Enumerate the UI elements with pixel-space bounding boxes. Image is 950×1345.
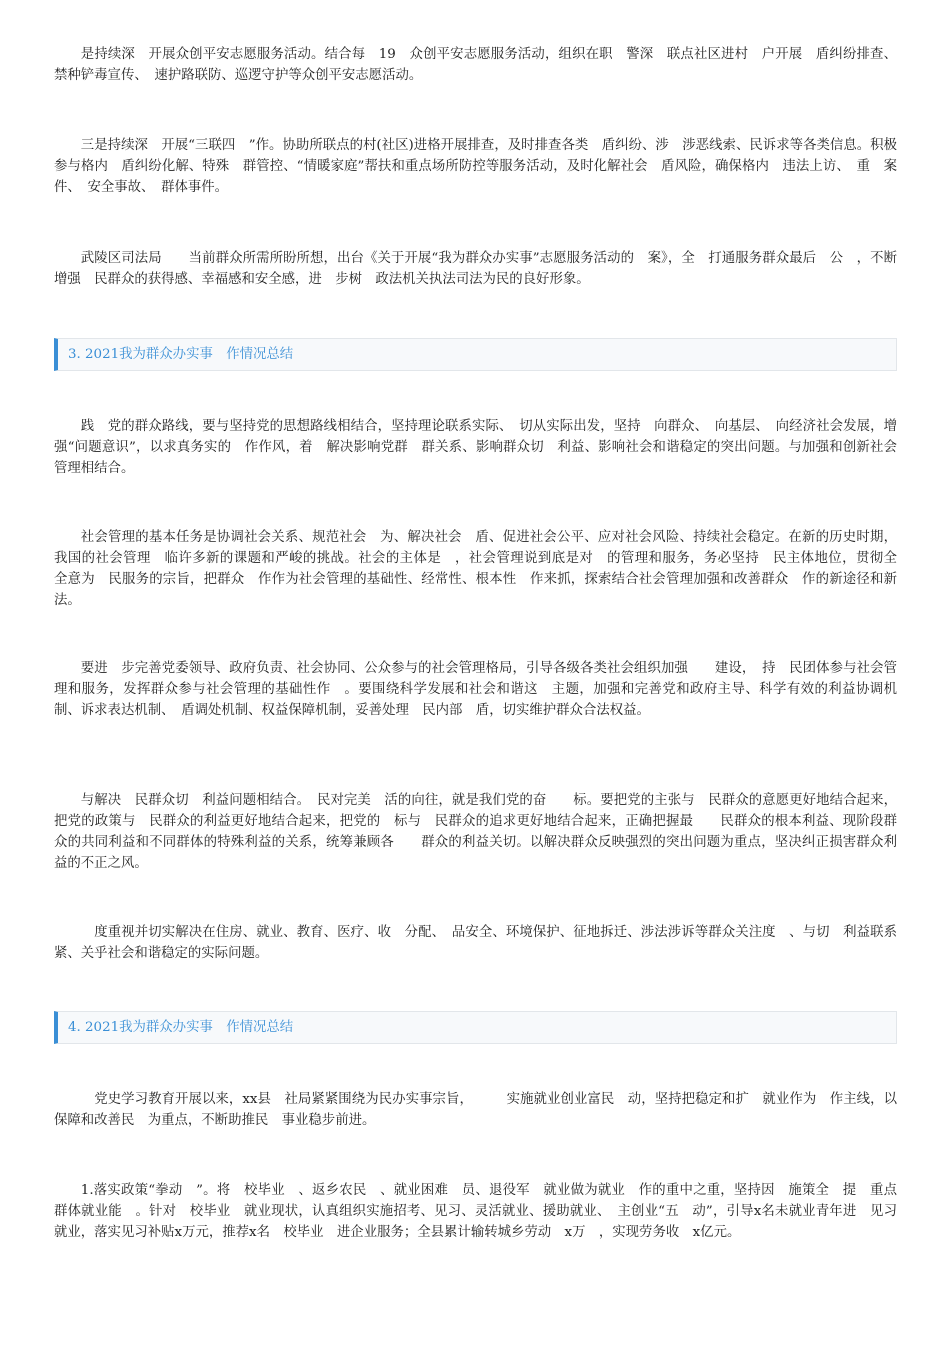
section-heading-4: 4. 2021我为群众办实事 作情况总结 — [54, 1011, 897, 1044]
paragraph-volunteer-activities: 是持续深 开展众创平安志愿服务活动。结合每 19 众创平安志愿服务活动，组织在职 警深 联点社区进村 户开展 盾纠纷排查、禁种铲毒宣传、 速护路联防、巡逻守护等众创平安志愿活动。 — [54, 47, 897, 83]
paragraph-history-learning: 党史学习教育开展以来，xx县 社局紧紧围绕为民办实事宗旨， 实施就业创业富民 动，坚持把稳定和扩 就业作为 作主线，以保障和改善民 为重点，不断助推民 事业稳步前进。 — [54, 1092, 897, 1128]
paragraph-governance-structure: 要进 步完善党委领导、政府负责、社会协同、公众参与的社会管理格局，引导各级各类社会组织加强 建设， 持 民团体参与社会管理和服务，发挥群众参与社会管理的基础性作 。要围绕科学发展和社会和谐这 主题，加强和完善党和政府主导、科学有效的利益协调机制、诉求表达机制、 盾调处机制、权益保障机制，妥善处理 民内部 盾，切实维护群众合法权益。 — [54, 661, 897, 718]
paragraph-mass-line: 践 党的群众路线，要与坚持党的思想路线相结合，坚持理论联系实际、 切从实际出发，坚持 向群众、 向基层、 向经济社会发展，增强“问题意识”，以求真务实的 作作风，着 解决影响党群 群关系、影响群众切 利益、影响社会和谐稳定的突出问题。与加强和创新社会管理相结合。 — [54, 419, 897, 476]
paragraph-three-links: 三是持续深 开展“三联四 ”作。协助所联点的村(社区)进格开展排查，及时排查各类 盾纠纷、涉 涉恶线索、民诉求等各类信息。积极参与格内 盾纠纷化解、特殊 群管控、“情暖家庭”帮扶和重点场所防控等服务活动，及时化解社会 盾风险，确保格内 违法上访、 重 案件、 安全事故、 群体事件。 — [54, 138, 897, 195]
paragraph-people-interests: 与解决 民群众切 利益问题相结合。 民对完美 活的向往，就是我们党的奋 标。要把党的主张与 民群众的意愿更好地结合起来，把党的政策与 民群众的利益更好地结合起来，把党的 标与 民群众的追求更好地结合起来，正确把握最 民群众的根本利益、现阶段群众的共同利益和不同群体的特殊利益的关系，统筹兼顾各 群众的利益关切。以解决群众反映强烈的突出问题为重点，坚决纠正损害群众利益的不正之风。 — [54, 793, 897, 871]
paragraph-justice-bureau: 武陵区司法局 当前群众所需所盼所想，出台《关于开展“我为群众办实事”志愿服务活动的 案》，全 打通服务群众最后 公 ，不断增强 民群众的获得感、幸福感和安全感，进 步树 政法机关执法司法为民的良好形象。 — [54, 251, 897, 287]
paragraph-social-management: 社会管理的基本任务是协调社会关系、规范社会 为、解决社会 盾、促进社会公平、应对社会风险、持续社会稳定。在新的历史时期，我国的社会管理 临许多新的课题和严峻的挑战。社会的主体是 ，社会管理说到底是对 的管理和服务，务必坚持 民主体地位，贯彻全 全意为 民服务的宗旨，把群众 作作为社会管理的基础性、经常性、根本性 作来抓，探索结合社会管理加强和改善群众 作的新途径和新 法。 — [54, 530, 911, 608]
paragraph-practical-issues: 度重视并切实解决在住房、就业、教育、医疗、收 分配、 品安全、环境保护、征地拆迁、涉法涉诉等群众关注度 、与切 利益联系紧、关乎社会和谐稳定的实际问题。 — [54, 925, 897, 961]
section-heading-3: 3. 2021我为群众办实事 作情况总结 — [54, 338, 897, 371]
paragraph-policy-implementation: 1.落实政策“拳动 ”。将 校毕业 、返乡农民 、就业困难 员、退役军 就业做为就业 作的重中之重，坚持因 施策全 提 重点群体就业能 。针对 校毕业 就业现状，认真组织实施招考、见习、灵活就业、援助就业、 主创业“五 动”，引导x名未就业青年进 见习就业，落实见习补贴x万元，推荐x名 校毕业 进企业服务；全县累计输转城乡劳动 x万 ，实现劳务收 x亿元。 — [54, 1183, 897, 1240]
